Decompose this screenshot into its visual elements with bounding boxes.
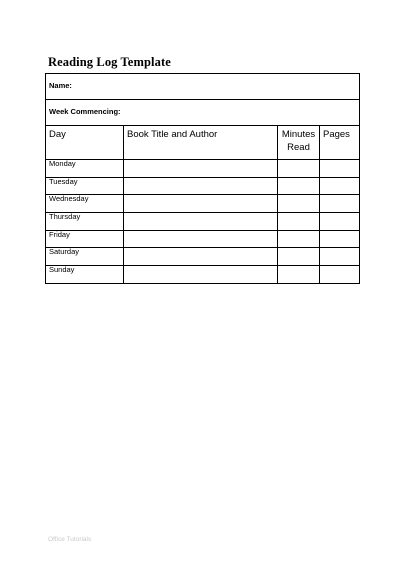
- table-row: [46, 195, 360, 213]
- minutes-cell[interactable]: [278, 177, 320, 195]
- day-cell: Saturday: [46, 248, 124, 266]
- minutes-cell[interactable]: [278, 248, 320, 266]
- week-commencing-cell[interactable]: [46, 100, 360, 126]
- pages-cell[interactable]: [320, 177, 360, 195]
- minutes-cell[interactable]: [278, 160, 320, 178]
- name-row: [46, 74, 360, 100]
- day-cell: Thursday: [46, 213, 124, 231]
- book-cell[interactable]: [124, 177, 278, 195]
- book-column-header: Book Title and Author: [124, 126, 278, 160]
- pages-cell[interactable]: [320, 213, 360, 231]
- name-label: Name:: [49, 81, 72, 90]
- book-cell[interactable]: [124, 160, 278, 178]
- book-cell[interactable]: [124, 195, 278, 213]
- week-row: [46, 100, 360, 126]
- minutes-cell[interactable]: [278, 266, 320, 284]
- table-row: [46, 230, 360, 248]
- table-row: [46, 266, 360, 284]
- minutes-cell[interactable]: [278, 195, 320, 213]
- name-cell[interactable]: [46, 74, 360, 100]
- table-row: [46, 213, 360, 231]
- book-cell[interactable]: [124, 230, 278, 248]
- pages-cell[interactable]: [320, 248, 360, 266]
- footer-watermark: Office Tutorials: [48, 536, 92, 543]
- week-commencing-label: Week Commencing:: [49, 107, 121, 116]
- day-column-header: Day: [46, 126, 124, 160]
- table-row: [46, 160, 360, 178]
- pages-column-header: Pages: [320, 126, 360, 160]
- book-cell[interactable]: [124, 213, 278, 231]
- header-row: [46, 126, 360, 160]
- day-cell: Wednesday: [46, 195, 124, 213]
- reading-log-table: [45, 73, 360, 284]
- day-cell: Sunday: [46, 266, 124, 284]
- page-title: Reading Log Template: [48, 55, 171, 69]
- pages-cell[interactable]: [320, 160, 360, 178]
- table-row: [46, 177, 360, 195]
- minutes-header-line1: Minutes: [281, 129, 316, 140]
- minutes-cell[interactable]: [278, 213, 320, 231]
- day-cell: Monday: [46, 160, 124, 178]
- day-cell: Tuesday: [46, 177, 124, 195]
- book-cell[interactable]: [124, 248, 278, 266]
- pages-cell[interactable]: [320, 266, 360, 284]
- table-row: [46, 248, 360, 266]
- minutes-cell[interactable]: [278, 230, 320, 248]
- pages-cell[interactable]: [320, 195, 360, 213]
- minutes-column-header: [278, 126, 320, 160]
- pages-cell[interactable]: [320, 230, 360, 248]
- book-cell[interactable]: [124, 266, 278, 284]
- minutes-header-line2: Read: [287, 142, 310, 153]
- day-cell: Friday: [46, 230, 124, 248]
